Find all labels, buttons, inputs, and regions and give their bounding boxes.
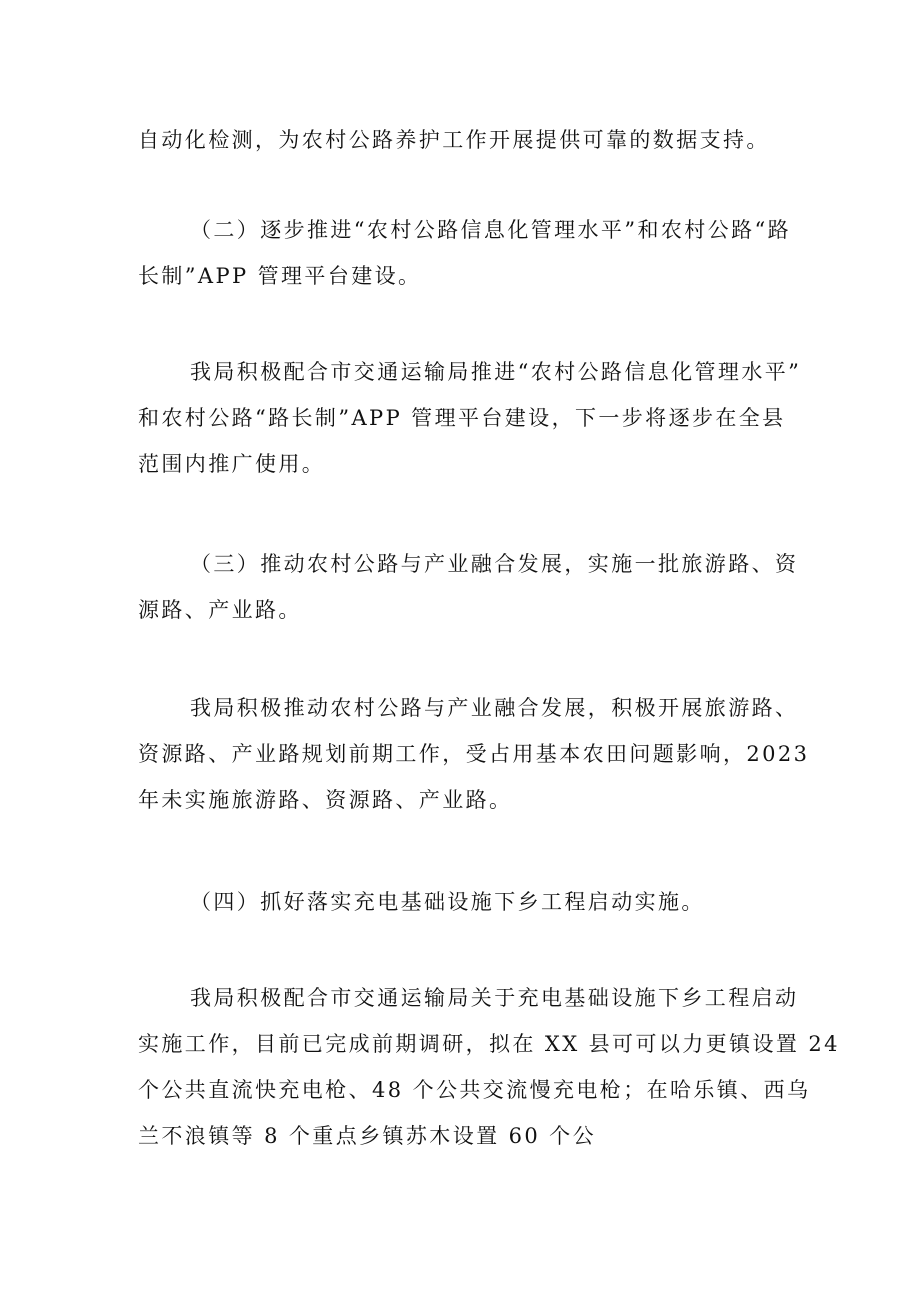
- section-heading: 长制”APP 管理平台建设。: [138, 264, 422, 288]
- text-line: 我局积极推动农村公路与产业融合发展，积极开展旅游路、: [190, 696, 799, 720]
- section-heading: （三）推动农村公路与产业融合发展，实施一批旅游路、资: [190, 552, 799, 576]
- text-line: 我局积极配合市交通运输局推进“农村公路信息化管理水平”: [190, 360, 802, 384]
- section-heading: 源路、产业路。: [138, 598, 302, 622]
- section-heading: （四）抓好落实充电基础设施下乡工程启动实施。: [190, 890, 705, 914]
- text-line: 和农村公路“路长制”APP 管理平台建设，下一步将逐步在全县: [138, 406, 786, 430]
- text-line: 自动化检测，为农村公路养护工作开展提供可靠的数据支持。: [138, 128, 770, 152]
- text-line: 资源路、产业路规划前期工作，受占用基本农田问题影响，2023: [138, 742, 810, 766]
- text-line: 我局积极配合市交通运输局关于充电基础设施下乡工程启动: [190, 986, 799, 1010]
- section-heading: （二）逐步推进“农村公路信息化管理水平”和农村公路“路: [190, 218, 792, 242]
- text-line: 个公共直流快充电枪、48 个公共交流慢充电枪；在哈乐镇、西乌: [138, 1078, 811, 1102]
- text-line: 兰不浪镇等 8 个重点乡镇苏木设置 60 个公: [138, 1124, 596, 1148]
- text-line: 范围内推广使用。: [138, 452, 326, 476]
- text-line: 年未实施旅游路、资源路、产业路。: [138, 788, 513, 812]
- text-line: 实施工作，目前已完成前期调研，拟在 XX 县可可以力更镇设置 24: [138, 1032, 840, 1056]
